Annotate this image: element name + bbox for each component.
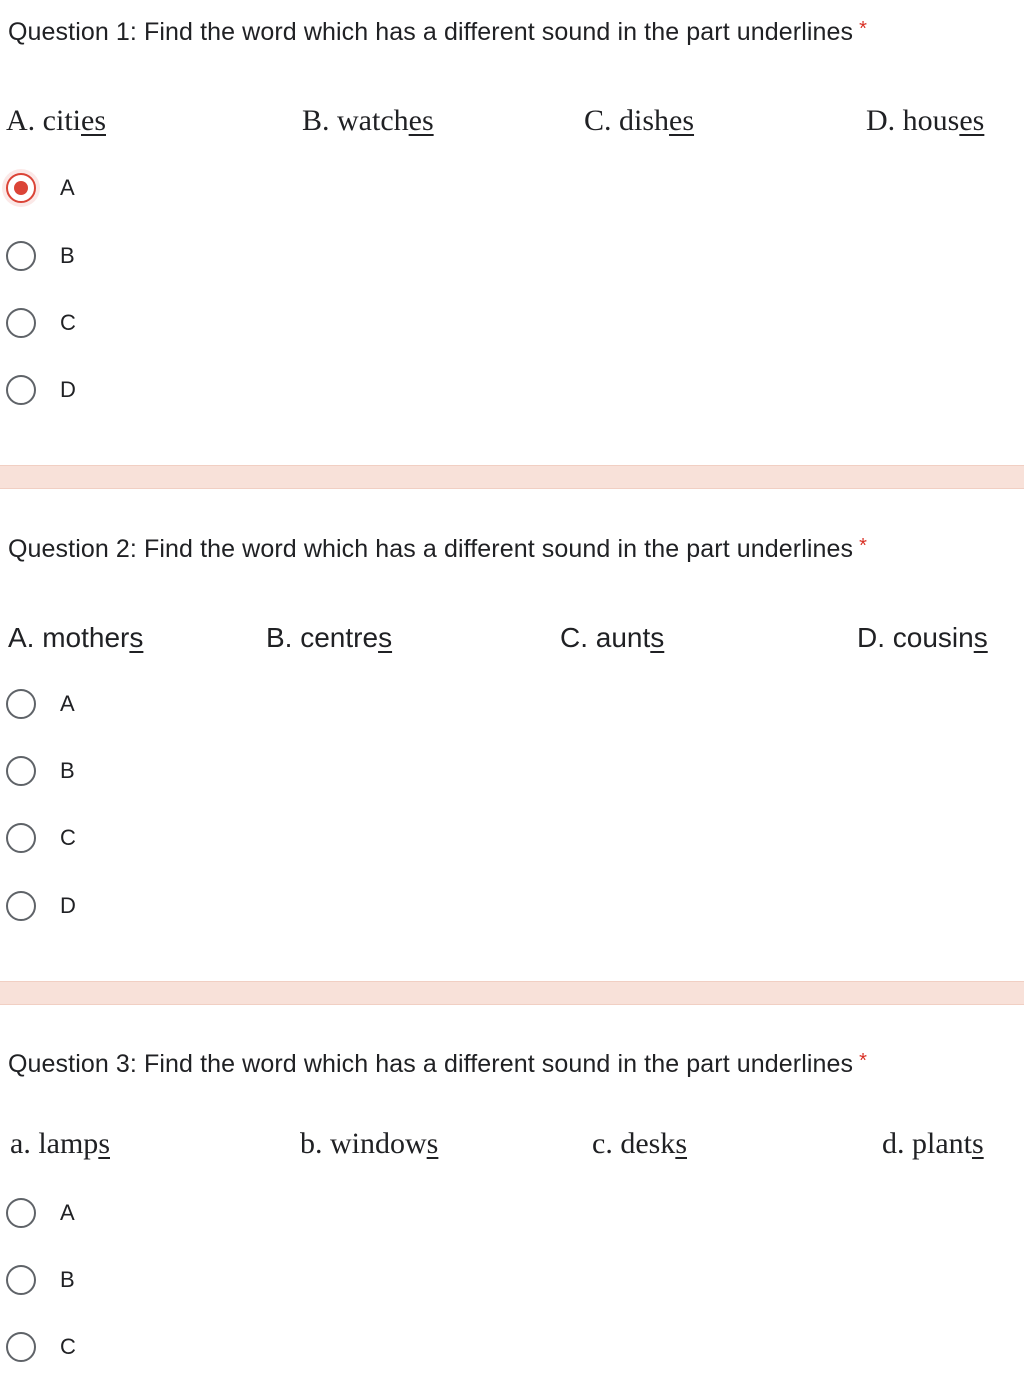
word-option-b: B. centres (266, 622, 393, 653)
radio-button[interactable] (6, 241, 36, 271)
radio-button[interactable] (6, 891, 36, 921)
radio-option-a[interactable] (6, 1193, 206, 1233)
word-option-a: A. mothers (8, 622, 144, 653)
option-label: C (60, 310, 76, 335)
radio-button[interactable] (6, 1198, 36, 1228)
radio-button[interactable] (6, 689, 36, 719)
word-option-d: d. plants (882, 1127, 984, 1160)
radio-option-b[interactable] (6, 751, 206, 791)
option-label: B (60, 1267, 75, 1292)
radio-option-b[interactable] (6, 236, 206, 276)
option-label: A (60, 691, 75, 716)
radio-option-a[interactable] (6, 168, 206, 208)
word-option-d: D. houses (866, 104, 985, 137)
word-option-d: D. cousins (857, 622, 988, 653)
radio-button[interactable] (6, 823, 36, 853)
option-label: A (60, 1200, 75, 1225)
radio-option-c[interactable] (6, 818, 206, 858)
word-option-a: A. cities (6, 104, 106, 137)
radio-button[interactable] (6, 756, 36, 786)
required-asterisk: * (859, 18, 868, 40)
option-label: B (60, 758, 75, 783)
option-label: C (60, 1334, 76, 1359)
radio-option-d[interactable] (6, 886, 206, 926)
radio-option-d[interactable] (6, 370, 206, 410)
word-option-c: c. desks (592, 1127, 687, 1160)
question-title: Question 1: Find the word which has a different sound in the part underlines * (8, 18, 868, 46)
word-option-b: B. watches (302, 104, 434, 137)
radio-button[interactable] (6, 308, 36, 338)
word-option-c: C. dishes (584, 104, 695, 137)
radio-option-b[interactable] (6, 1260, 206, 1300)
radio-button[interactable] (6, 1265, 36, 1295)
radio-option-a[interactable] (6, 684, 206, 724)
option-label: A (60, 175, 75, 200)
section-divider (0, 465, 1024, 489)
word-option-c: C. aunts (560, 622, 665, 653)
word-option-a: a. lamps (10, 1127, 110, 1160)
option-label: B (60, 243, 75, 268)
radio-button-checked[interactable] (6, 173, 36, 203)
option-label: D (60, 377, 76, 402)
required-asterisk: * (859, 1050, 868, 1072)
question-title: Question 2: Find the word which has a different sound in the part underlines * (8, 535, 868, 563)
radio-button[interactable] (6, 1332, 36, 1362)
option-label: D (60, 893, 76, 918)
radio-option-c[interactable] (6, 1327, 206, 1367)
section-divider (0, 981, 1024, 1005)
radio-dot-icon (14, 181, 28, 195)
word-option-b: b. windows (300, 1127, 439, 1160)
radio-option-c[interactable] (6, 303, 206, 343)
required-asterisk: * (859, 535, 868, 557)
option-label: C (60, 825, 76, 850)
radio-button[interactable] (6, 375, 36, 405)
question-title: Question 3: Find the word which has a different sound in the part underlines * (8, 1050, 868, 1078)
